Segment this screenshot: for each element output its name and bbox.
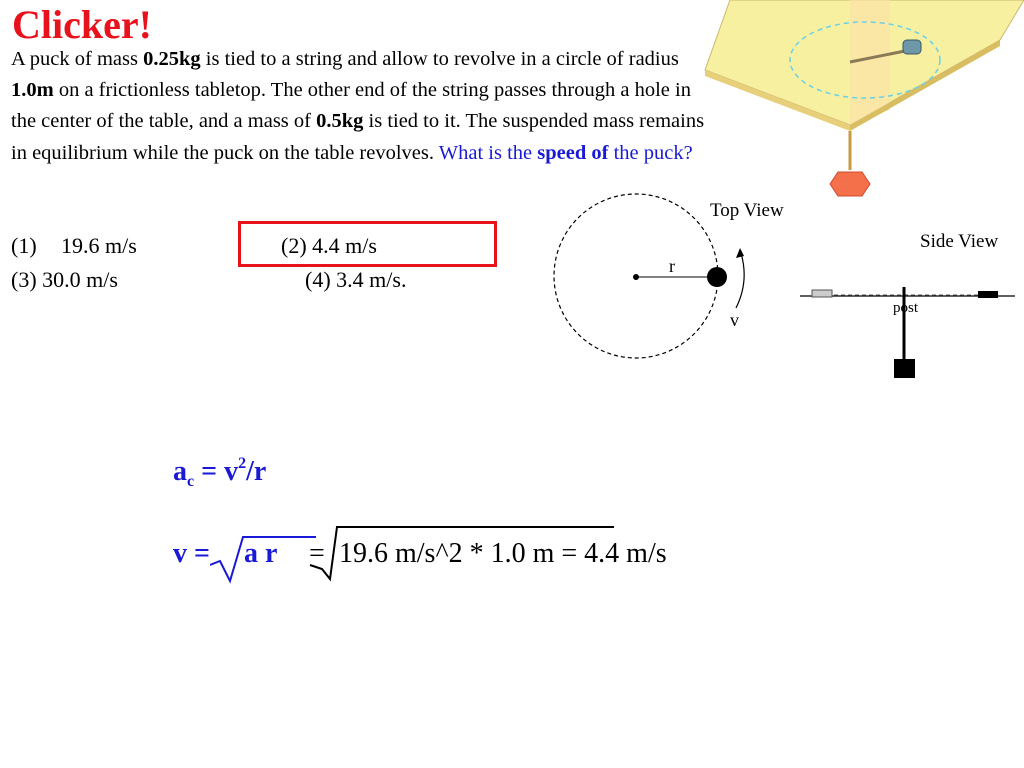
side-view-label: Side View <box>920 231 999 252</box>
answer-option-2[interactable]: (2) 4.4 m/s <box>281 233 377 258</box>
ar-term: a r <box>244 538 278 569</box>
answer-option-3[interactable]: (3) 30.0 m/s <box>11 267 118 292</box>
answer-option-1[interactable]: (1) 19.6 m/s <box>11 233 137 258</box>
mass-puck: 0.25kg <box>143 48 201 70</box>
mass-hanging: 0.5kg <box>316 110 364 133</box>
hanging-mass <box>894 359 915 378</box>
table-illustration <box>700 0 1024 200</box>
puck <box>707 267 727 287</box>
centripetal-formula: $a_c = v^2/r$ <box>173 455 267 490</box>
sqrt-signs <box>210 525 630 585</box>
radius-label: r <box>669 256 675 276</box>
top-view-diagram <box>550 190 810 365</box>
calculation: 19.6 m/s^2 * 1.0 m = 4.4 m/s <box>339 538 667 569</box>
block-side <box>978 291 998 298</box>
answer-option-4[interactable]: (4) 3.4 m/s. <box>305 267 407 292</box>
slide-title: Clicker! <box>12 2 152 47</box>
sqrt-icon <box>210 537 316 581</box>
question-text: A puck of mass 0.25kg is tied to a string and allow to revolve in a circle of radius 1.0m on a frictionless tabletop. The other end of the string passes through a hole in the center of the table, and a mass of 0.5kg is tied to it. The suspended mass remains in equilibrium while the puck on the table revolves. What is the speed of the puck? <box>11 48 705 164</box>
top-view-label: Top View <box>710 200 784 221</box>
side-view-diagram <box>795 225 1024 385</box>
v-equals: v = <box>173 538 210 569</box>
post-label: post <box>893 300 919 316</box>
velocity-label: v <box>730 310 739 330</box>
velocity-arrow <box>736 250 744 308</box>
sqrt-icon <box>310 527 614 579</box>
puck-side <box>812 290 832 297</box>
radius-value: 1.0m <box>11 79 54 102</box>
equals-sign: = <box>309 538 325 569</box>
